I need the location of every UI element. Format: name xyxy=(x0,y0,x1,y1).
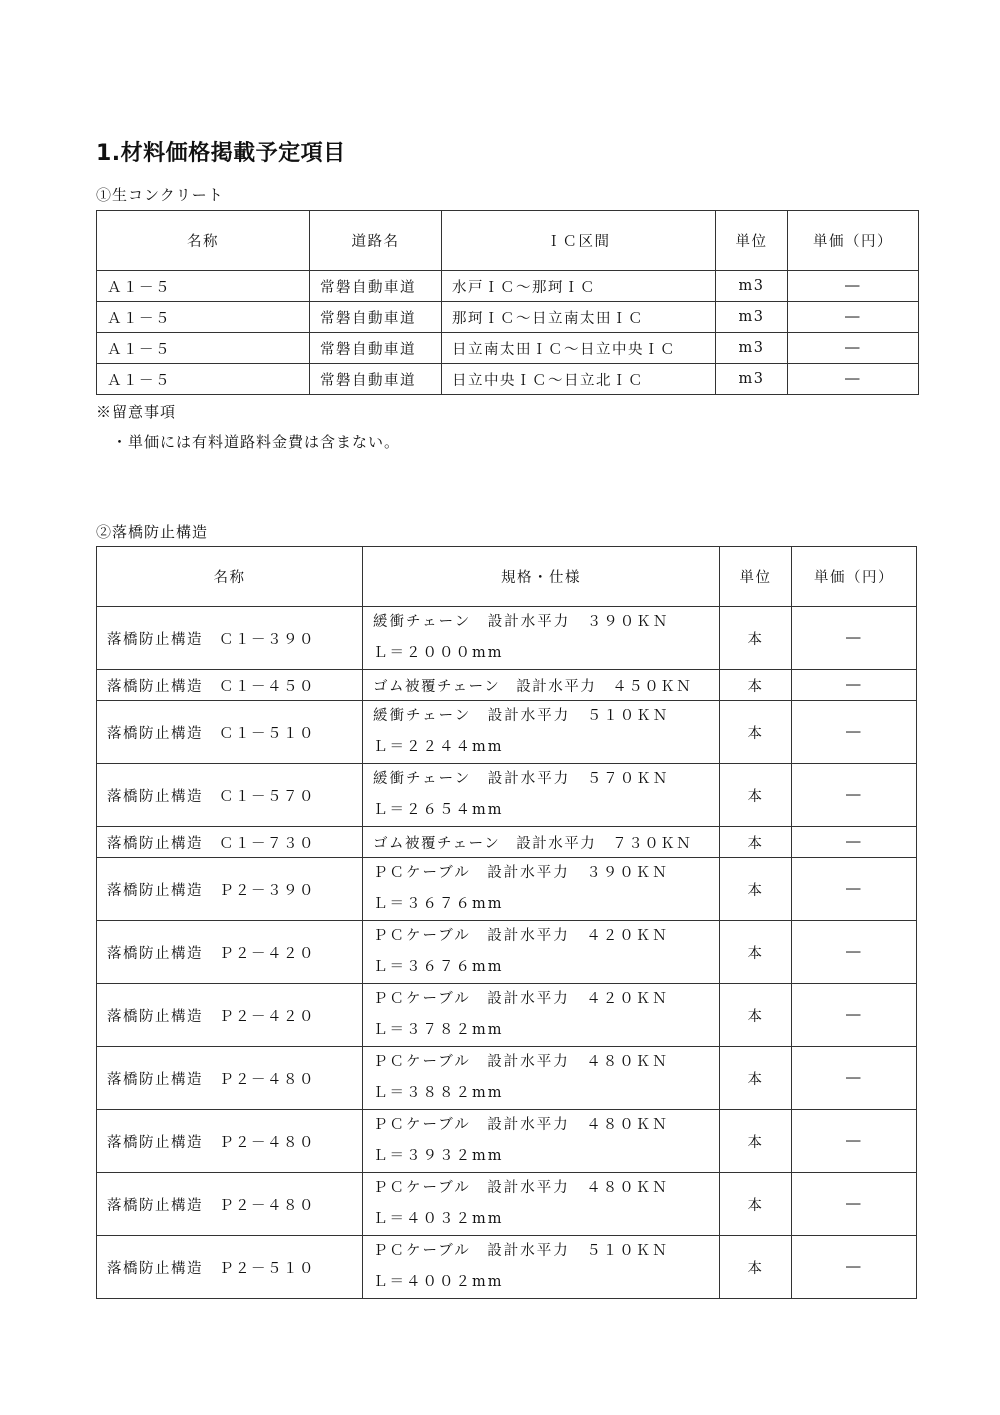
cell-price: ― xyxy=(792,607,917,670)
spec-length: Ｌ＝２６５４mm xyxy=(373,802,504,818)
cell-unit: 本 xyxy=(720,921,792,984)
cell-name: Ａ１－５ xyxy=(97,302,310,333)
cell-road: 常磐自動車道 xyxy=(310,364,442,395)
spec-length: Ｌ＝３６７６mm xyxy=(373,959,504,975)
cell-road: 常磐自動車道 xyxy=(310,271,442,302)
cell-unit: 本 xyxy=(720,764,792,827)
spec-line: 緩衝チェーン 設計水平力 ３９０ＫＮ xyxy=(373,614,670,630)
concrete-table xyxy=(96,210,919,395)
note-title: ※留意事項 xyxy=(96,403,177,421)
spec-length: Ｌ＝３８８２mm xyxy=(373,1085,504,1101)
cell-price: ― xyxy=(792,827,917,858)
cell-unit: 本 xyxy=(720,1236,792,1299)
cell-unit: 本 xyxy=(720,1047,792,1110)
cell-name: 落橋防止構造 Ｐ２－４８０ xyxy=(97,1047,363,1110)
table-row xyxy=(97,764,917,827)
cell-name: 落橋防止構造 Ｃ１－５１０ xyxy=(97,701,363,764)
header-ic-section: ＩＣ区間 xyxy=(442,211,716,271)
cell-unit: 本 xyxy=(720,670,792,701)
spec-line: ＰＣケーブル 設計水平力 ４２０ＫＮ xyxy=(373,991,669,1007)
table-row xyxy=(97,921,917,984)
spec-length: Ｌ＝３９３２mm xyxy=(373,1148,504,1164)
cell-section: 那珂ＩＣ～日立南太田ＩＣ xyxy=(442,302,716,333)
concrete-caption: ①生コンクリート xyxy=(96,186,224,204)
cell-name: 落橋防止構造 Ｃ１－７３０ xyxy=(97,827,363,858)
cell-name: Ａ１－５ xyxy=(97,333,310,364)
section-title: 1.材料価格掲載予定項目 xyxy=(96,141,346,166)
cell-name: Ａ１－５ xyxy=(97,271,310,302)
cell-price: ― xyxy=(792,1110,917,1173)
bridge-table xyxy=(96,546,917,1299)
cell-price: ― xyxy=(792,921,917,984)
table-row xyxy=(97,827,917,858)
table-row xyxy=(97,364,919,395)
cell-section: 日立南太田ＩＣ～日立中央ＩＣ xyxy=(442,333,716,364)
cell-road: 常磐自動車道 xyxy=(310,333,442,364)
header-unit: 単位 xyxy=(716,211,788,271)
header-unit: 単位 xyxy=(720,547,792,607)
table-row xyxy=(97,670,917,701)
spec-line: ＰＣケーブル 設計水平力 ４８０ＫＮ xyxy=(373,1180,669,1196)
cell-road: 常磐自動車道 xyxy=(310,302,442,333)
cell-unit: 本 xyxy=(720,701,792,764)
cell-unit: 本 xyxy=(720,1110,792,1173)
cell-spec xyxy=(363,670,720,701)
concrete-header-row xyxy=(97,211,919,271)
table-row xyxy=(97,271,919,302)
cell-price: ― xyxy=(792,701,917,764)
table-row xyxy=(97,1047,917,1110)
cell-unit: m3 xyxy=(716,364,788,395)
header-name: 名称 xyxy=(97,211,310,271)
spec-line: 緩衝チェーン 設計水平力 ５１０ＫＮ xyxy=(373,708,670,724)
cell-price: ― xyxy=(788,333,919,364)
cell-name: 落橋防止構造 Ｐ２－５１０ xyxy=(97,1236,363,1299)
cell-spec xyxy=(363,827,720,858)
spec-length: Ｌ＝４００２mm xyxy=(373,1274,504,1290)
cell-price: ― xyxy=(788,271,919,302)
spec-line: ＰＣケーブル 設計水平力 ５１０ＫＮ xyxy=(373,1243,669,1259)
cell-name: 落橋防止構造 Ｐ２－４８０ xyxy=(97,1173,363,1236)
cell-price: ― xyxy=(792,1047,917,1110)
bridge-caption: ②落橋防止構造 xyxy=(96,523,209,541)
cell-price: ― xyxy=(792,1236,917,1299)
cell-unit: 本 xyxy=(720,984,792,1047)
note-item: ・単価には有料道路料金費は含まない。 xyxy=(112,433,401,451)
cell-unit: 本 xyxy=(720,827,792,858)
cell-spec xyxy=(363,984,720,1047)
cell-price: ― xyxy=(792,984,917,1047)
cell-spec xyxy=(363,701,720,764)
cell-name: 落橋防止構造 Ｃ１－５７０ xyxy=(97,764,363,827)
cell-unit: m3 xyxy=(716,271,788,302)
cell-spec xyxy=(363,764,720,827)
cell-spec xyxy=(363,1173,720,1236)
table-row xyxy=(97,1173,917,1236)
header-road: 道路名 xyxy=(310,211,442,271)
table-row xyxy=(97,701,917,764)
cell-unit: m3 xyxy=(716,302,788,333)
table-row xyxy=(97,1236,917,1299)
cell-unit: 本 xyxy=(720,607,792,670)
cell-spec xyxy=(363,858,720,921)
cell-name: 落橋防止構造 Ｐ２－４２０ xyxy=(97,921,363,984)
header-spec: 規格・仕様 xyxy=(363,547,720,607)
bridge-header-row xyxy=(97,547,917,607)
header-name: 名称 xyxy=(97,547,363,607)
table-row xyxy=(97,607,917,670)
cell-price: ― xyxy=(788,302,919,333)
spec-length: Ｌ＝２０００mm xyxy=(373,645,504,661)
cell-name: 落橋防止構造 Ｃ１－３９０ xyxy=(97,607,363,670)
cell-spec xyxy=(363,1110,720,1173)
spec-line: ＰＣケーブル 設計水平力 ３９０ＫＮ xyxy=(373,865,669,881)
cell-name: Ａ１－５ xyxy=(97,364,310,395)
spec-length: Ｌ＝４０３２mm xyxy=(373,1211,504,1227)
cell-price: ― xyxy=(792,764,917,827)
spec-length: Ｌ＝２２４４mm xyxy=(373,739,504,755)
cell-name: 落橋防止構造 Ｐ２－４２０ xyxy=(97,984,363,1047)
spec-length: Ｌ＝３６７６mm xyxy=(373,896,504,912)
cell-unit: m3 xyxy=(716,333,788,364)
cell-spec xyxy=(363,1047,720,1110)
cell-name: 落橋防止構造 Ｐ２－３９０ xyxy=(97,858,363,921)
cell-price: ― xyxy=(792,1173,917,1236)
cell-spec xyxy=(363,1236,720,1299)
cell-unit: 本 xyxy=(720,858,792,921)
spec-line: 緩衝チェーン 設計水平力 ５７０ＫＮ xyxy=(373,771,670,787)
spec-line: ゴム被覆チェーン 設計水平力 ７３０ＫＮ xyxy=(373,835,693,852)
spec-line: ＰＣケーブル 設計水平力 ４２０ＫＮ xyxy=(373,928,669,944)
header-price: 単価（円） xyxy=(788,211,919,271)
spec-line: ＰＣケーブル 設計水平力 ４８０ＫＮ xyxy=(373,1117,669,1133)
table-row xyxy=(97,984,917,1047)
cell-unit: 本 xyxy=(720,1173,792,1236)
spec-length: Ｌ＝３７８２mm xyxy=(373,1022,504,1038)
header-price: 単価（円） xyxy=(792,547,917,607)
table-row xyxy=(97,1110,917,1173)
table-row xyxy=(97,333,919,364)
spec-line: ゴム被覆チェーン 設計水平力 ４５０ＫＮ xyxy=(373,678,693,695)
cell-price: ― xyxy=(792,670,917,701)
cell-price: ― xyxy=(792,858,917,921)
cell-name: 落橋防止構造 Ｐ２－４８０ xyxy=(97,1110,363,1173)
cell-spec xyxy=(363,607,720,670)
cell-section: 水戸ＩＣ～那珂ＩＣ xyxy=(442,271,716,302)
cell-name: 落橋防止構造 Ｃ１－４５０ xyxy=(97,670,363,701)
table-row xyxy=(97,858,917,921)
table-row xyxy=(97,302,919,333)
cell-price: ― xyxy=(788,364,919,395)
cell-section: 日立中央ＩＣ～日立北ＩＣ xyxy=(442,364,716,395)
spec-line: ＰＣケーブル 設計水平力 ４８０ＫＮ xyxy=(373,1054,669,1070)
cell-spec xyxy=(363,921,720,984)
